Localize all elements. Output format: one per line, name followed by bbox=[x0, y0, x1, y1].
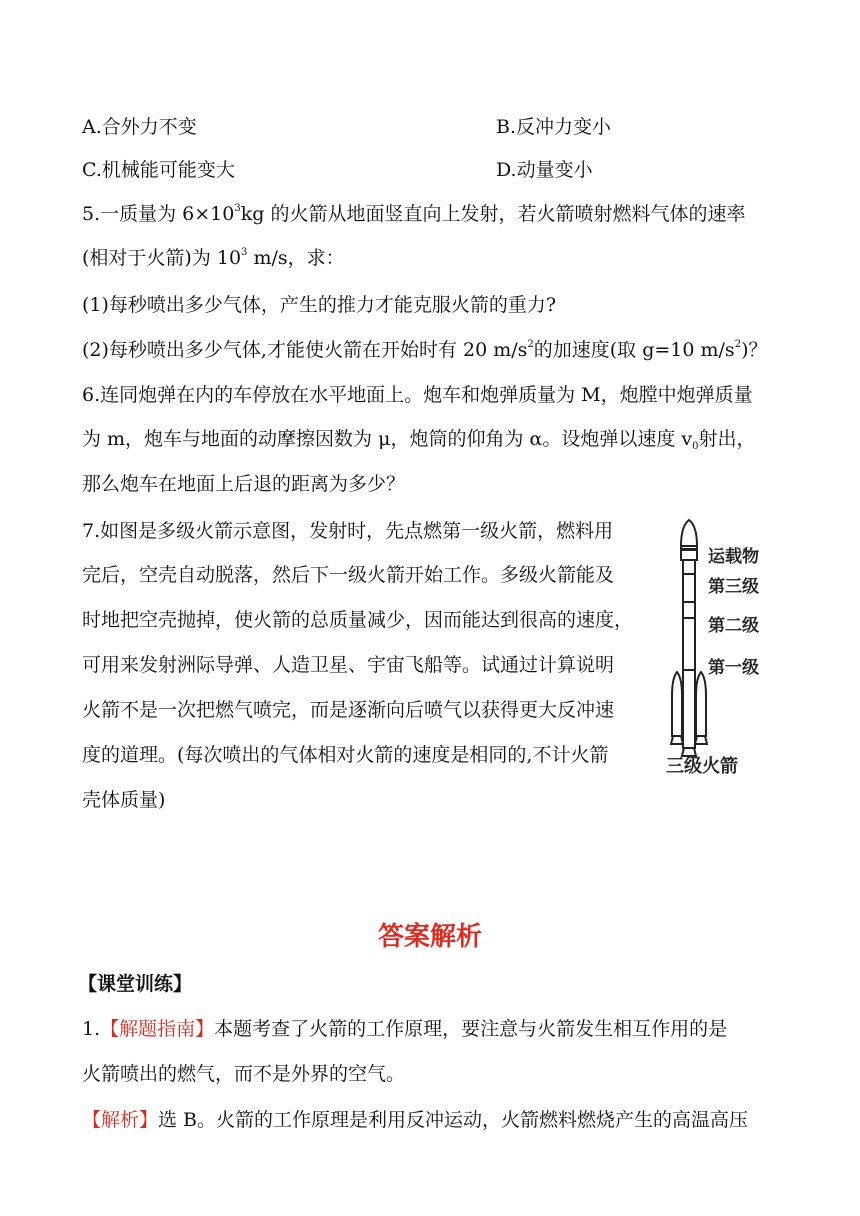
analysis-tag: 【解析】 bbox=[82, 1109, 159, 1131]
answers-title: 答案解析 bbox=[377, 922, 482, 952]
q5-sub-1: (1)每秒喷出多少气体，产生的推力才能克服火箭的重力? bbox=[82, 294, 557, 316]
q7-line-7: 壳体质量) bbox=[82, 789, 166, 811]
option-b: B.反冲力变小 bbox=[496, 116, 612, 138]
label-stage-2: 第二级 bbox=[708, 616, 759, 636]
q7-line-1: 7.如图是多级火箭示意图，发射时，先点燃第一级火箭，燃料用 bbox=[82, 520, 614, 542]
option-c: C.机械能可能变大 bbox=[82, 159, 235, 181]
q7-line-2: 完后，空壳自动脱落，然后下一级火箭开始工作。多级火箭能及 bbox=[82, 564, 615, 586]
option-a: A.合外力不变 bbox=[82, 116, 197, 138]
section-heading: 【课堂训练】 bbox=[78, 973, 193, 995]
q7-line-5: 火箭不是一次把燃气喷完，而是逐渐向后喷气以获得更大反冲速 bbox=[82, 699, 615, 721]
answer-1-line-2: 火箭喷出的燃气，而不是外界的空气。 bbox=[82, 1063, 406, 1085]
q5-sub-2: (2)每秒喷出多少气体,才能使火箭在开始时有 20 $m/s^2$的加速度(取 g=10 $m/s^2$)？ bbox=[82, 339, 768, 361]
q6-line-2: 为 m，炮车与地面的动摩擦因数为 μ，炮筒的仰角为 α。设炮弹以速度 $v_0$射出， bbox=[82, 428, 756, 452]
q7-line-6: 度的道理。(每次喷出的气体相对火箭的速度是相同的,不计火箭 bbox=[82, 744, 609, 766]
option-d: D.动量变小 bbox=[496, 159, 593, 181]
figure-caption: 三级火箭 bbox=[666, 756, 738, 777]
q7-line-3: 时地把空壳抛掉，使火箭的总质量减少，因而能达到很高的速度， bbox=[82, 609, 634, 631]
q6-line-3: 那么炮车在地面上后退的距离为多少？ bbox=[82, 473, 406, 495]
q7-line-4: 可用来发射洲际导弹、人造卫星、宇宙飞船等。试通过计算说明 bbox=[82, 654, 615, 676]
label-stage-3: 第三级 bbox=[708, 577, 759, 597]
q5-line-2: (相对于火箭)为 $10^3$ m/s，求： bbox=[82, 247, 345, 269]
q6-line-1: 6.连同炮弹在内的车停放在水平地面上。炮车和炮弹质量为 M，炮膛中炮弹质量 bbox=[82, 384, 753, 406]
hint-tag: 【解题指南】 bbox=[100, 1018, 215, 1040]
q5-line-1: 5.一质量为 $6\times 10^3kg$ 的火箭从地面竖直向上发射，若火箭喷射燃料气体的速率 bbox=[82, 203, 746, 225]
answer-1-line-1: 1.【解题指南】本题考查了火箭的工作原理，要注意与火箭发生相互作用的是 bbox=[82, 1018, 728, 1040]
answer-1-analysis: 【解析】选 B。火箭的工作原理是利用反冲运动，火箭燃料燃烧产生的高温高压 bbox=[82, 1109, 749, 1131]
label-stage-1: 第一级 bbox=[708, 658, 759, 678]
label-payload: 运载物 bbox=[708, 547, 759, 567]
